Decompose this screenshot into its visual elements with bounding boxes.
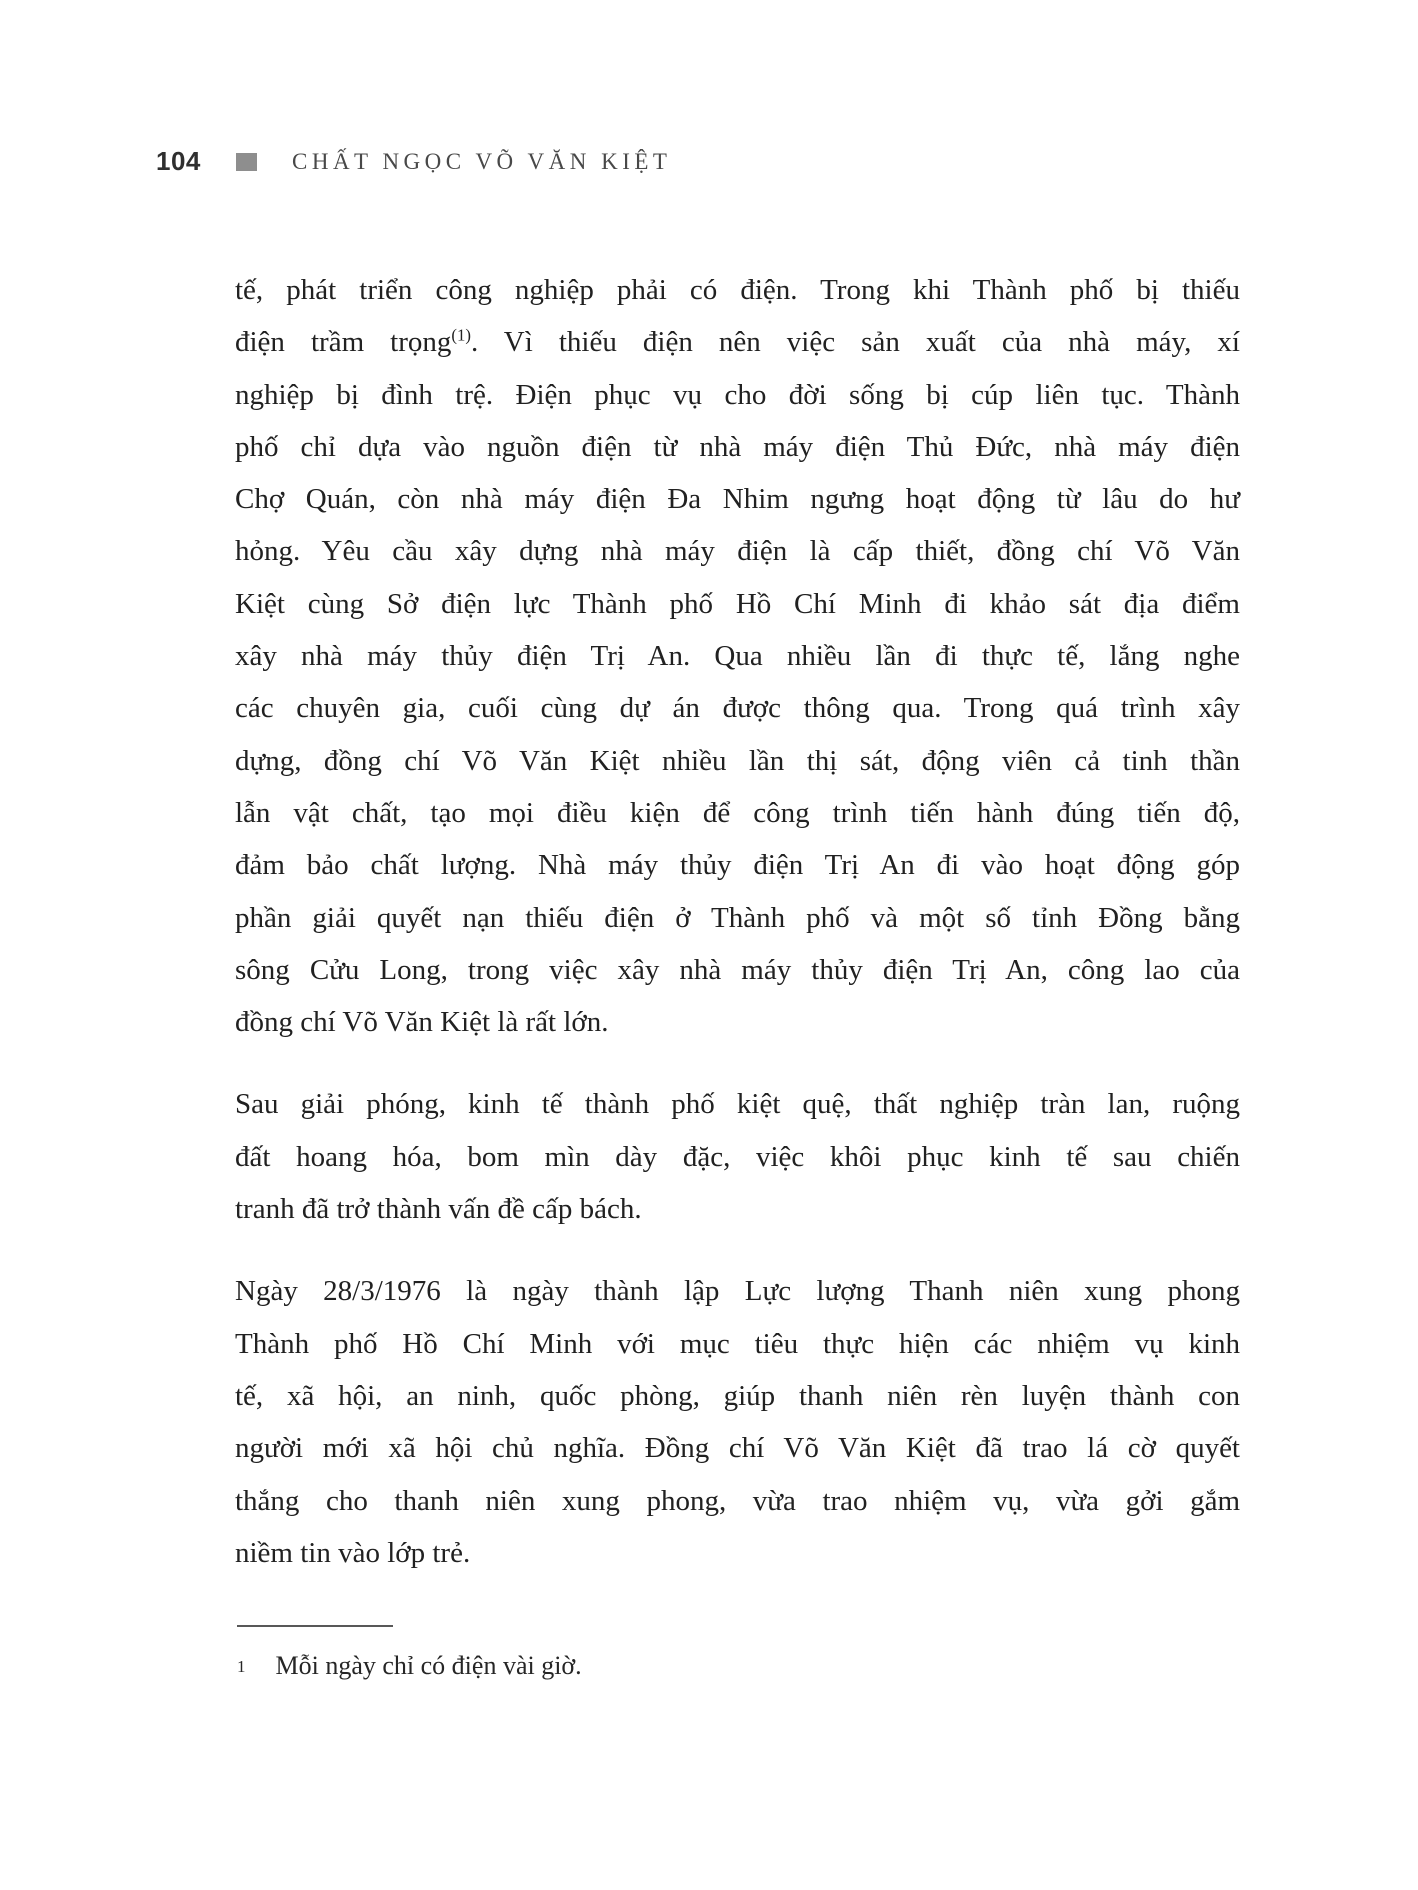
text-segment: nghiệp bị đình trệ. Điện phục vụ cho đời sống bị cúp liên tục. Thành: [235, 378, 1240, 411]
text-line: [235, 421, 1240, 473]
text-line: [235, 1370, 1240, 1422]
text-line: [235, 1318, 1240, 1370]
text-segment: dựng, đồng chí Võ Văn Kiệt nhiều lần thị sát, động viên cả tinh thần: [235, 744, 1240, 777]
text-line: [235, 525, 1240, 577]
footnote: [237, 1649, 1240, 1683]
text-line: [235, 1078, 1240, 1130]
text-line: [235, 1131, 1240, 1183]
text-segment: Thành phố Hồ Chí Minh với mục tiêu thực hiện các nhiệm vụ kinh: [235, 1327, 1240, 1360]
text-line: [235, 735, 1240, 787]
text-segment: tranh đã trở thành vấn đề cấp bách.: [235, 1193, 642, 1226]
text-segment: Ngày 28/3/1976 là ngày thành lập Lực lượng Thanh niên xung phong: [235, 1275, 1240, 1308]
paragraph: [235, 264, 1240, 1048]
text-line: [235, 264, 1240, 316]
text-line: [235, 369, 1240, 421]
text-segment: sông Cửu Long, trong việc xây nhà máy thủy điện Trị An, công lao của: [235, 953, 1240, 986]
text-segment: điện trầm trọng: [235, 326, 452, 359]
text-line: [235, 839, 1240, 891]
text-segment: . Vì thiếu điện nên việc sản xuất của nhà máy, xí: [471, 326, 1240, 359]
footnote-divider: [237, 1625, 393, 1627]
text-segment: Sau giải phóng, kinh tế thành phố kiệt quệ, thất nghiệp tràn lan, ruộng: [235, 1088, 1240, 1121]
text-line: [235, 630, 1240, 682]
text-segment: tế, xã hội, an ninh, quốc phòng, giúp thanh niên rèn luyện thành con: [235, 1379, 1240, 1412]
text-segment: người mới xã hội chủ nghĩa. Đồng chí Võ Văn Kiệt đã trao lá cờ quyết: [235, 1432, 1240, 1465]
text-line: [235, 787, 1240, 839]
page-number: 104: [156, 146, 201, 176]
text-segment: đảm bảo chất lượng. Nhà máy thủy điện Trị An đi vào hoạt động góp: [235, 849, 1240, 882]
footnote-reference: (1): [451, 325, 472, 345]
paragraph: [235, 1078, 1240, 1235]
text-segment: niềm tin vào lớp trẻ.: [235, 1536, 471, 1569]
text-segment: xây nhà máy thủy điện Trị An. Qua nhiều lần đi thực tế, lắng nghe: [235, 640, 1240, 673]
text-line: [235, 1475, 1240, 1527]
text-line: [235, 1265, 1240, 1317]
text-line: [235, 892, 1240, 944]
text-segment: phần giải quyết nạn thiếu điện ở Thành phố và một số tỉnh Đồng bằng: [235, 901, 1240, 934]
footnote-text: Mỗi ngày chỉ có điện vài giờ.: [275, 1651, 582, 1680]
text-line: [235, 1422, 1240, 1474]
text-line: [235, 944, 1240, 996]
text-line: [235, 1527, 1240, 1579]
text-line: [235, 316, 1240, 368]
running-header-title: CHẤT NGỌC VÕ VĂN KIỆT: [292, 149, 672, 174]
paragraph: [235, 1265, 1240, 1579]
text-line: [235, 1183, 1240, 1235]
text-segment: hỏng. Yêu cầu xây dựng nhà máy điện là cấp thiết, đồng chí Võ Văn: [235, 535, 1240, 568]
footnote-marker: 1: [237, 1657, 246, 1676]
text-segment: Chợ Quán, còn nhà máy điện Đa Nhim ngưng hoạt động từ lâu do hư: [235, 483, 1240, 516]
text-line: [235, 682, 1240, 734]
text-segment: đất hoang hóa, bom mìn dày đặc, việc khôi phục kinh tế sau chiến: [235, 1140, 1240, 1173]
text-line: [235, 473, 1240, 525]
text-line: [235, 578, 1240, 630]
text-segment: tế, phát triển công nghiệp phải có điện. Trong khi Thành phố bị thiếu: [235, 274, 1240, 306]
text-segment: các chuyên gia, cuối cùng dự án được thông qua. Trong quá trình xây: [235, 692, 1240, 725]
text-segment: lẫn vật chất, tạo mọi điều kiện để công trình tiến hành đúng tiến độ,: [235, 796, 1240, 829]
text-line: [235, 996, 1240, 1048]
text-segment: Kiệt cùng Sở điện lực Thành phố Hồ Chí Minh đi khảo sát địa điểm: [235, 587, 1240, 620]
text-segment: thắng cho thanh niên xung phong, vừa trao nhiệm vụ, vừa gởi gắm: [235, 1484, 1240, 1517]
text-segment: đồng chí Võ Văn Kiệt là rất lớn.: [235, 1006, 609, 1039]
text-segment: phố chỉ dựa vào nguồn điện từ nhà máy điện Thủ Đức, nhà máy điện: [235, 430, 1240, 463]
square-bullet-icon: [236, 153, 257, 171]
page-body: [235, 264, 1240, 1579]
